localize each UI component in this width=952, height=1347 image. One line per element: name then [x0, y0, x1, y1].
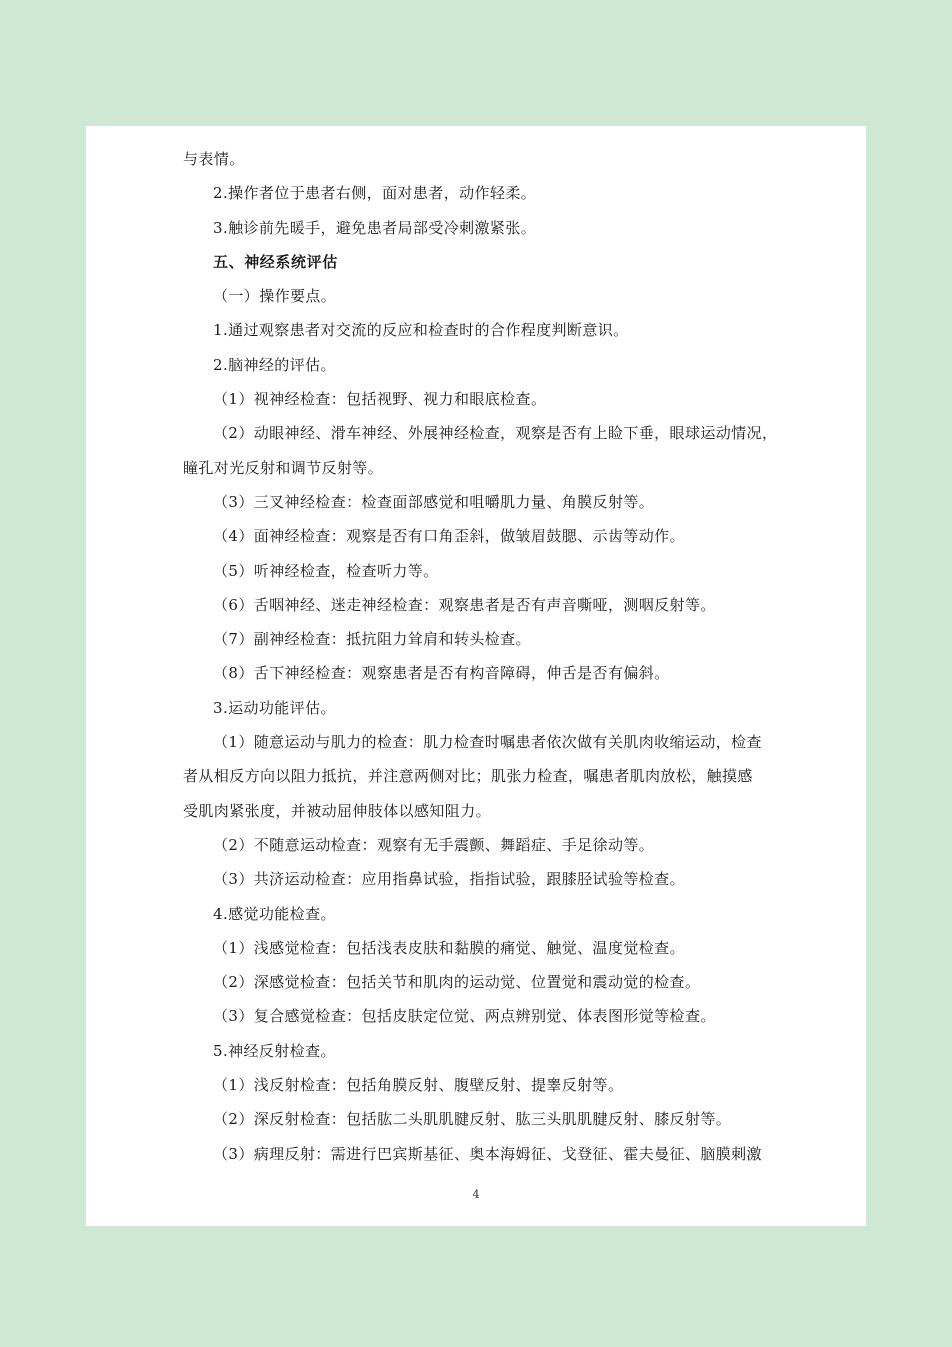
text-line: 4.感觉功能检查。 [213, 904, 336, 923]
text-line: 1.通过观察患者对交流的反应和检查时的合作程度判断意识。 [213, 321, 629, 340]
text-line: 2.操作者位于患者右侧，面对患者，动作轻柔。 [213, 184, 537, 203]
document-page [86, 126, 866, 1226]
text-line: （6）舌咽神经、迷走神经检查：观察患者是否有声音嘶哑，测咽反射等。 [213, 595, 716, 614]
text-line: （1）视神经检查：包括视野、视力和眼底检查。 [213, 390, 547, 409]
subsection-heading: （一）操作要点。 [213, 287, 337, 306]
text-line: （2）动眼神经、滑车神经、外展神经检查，观察是否有上睑下垂，眼球运动情况， [213, 424, 778, 443]
text-line: 3.运动功能评估。 [213, 698, 336, 717]
text-line: 瞳孔对光反射和调节反射等。 [183, 458, 384, 477]
text-line: 5.神经反射检查。 [213, 1041, 336, 1060]
text-line: （3）三叉神经检查：检查面部感觉和咀嚼肌力量、角膜反射等。 [213, 492, 655, 511]
text-line: （1）浅感觉检查：包括浅表皮肤和黏膜的痛觉、触觉、温度觉检查。 [213, 938, 685, 957]
text-line: （3）共济运动检查：应用指鼻试验，指指试验，跟膝胫试验等检查。 [213, 870, 685, 889]
text-line: （4）面神经检查：观察是否有口角歪斜，做皱眉鼓腮、示齿等动作。 [213, 527, 685, 546]
text-line: （1）随意运动与肌力的检查：肌力检查时嘱患者依次做有关肌肉收缩运动，检查 [213, 733, 762, 752]
text-line: （3）复合感觉检查：包括皮肤定位觉、两点辨别觉、体表图形觉等检查。 [213, 1007, 716, 1026]
text-line: （2）深感觉检查：包括关节和肌肉的运动觉、位置觉和震动觉的检查。 [213, 973, 701, 992]
text-line: 受肌肉紧张度，并被动屈伸肢体以感知阻力。 [183, 801, 492, 820]
text-line: （8）舌下神经检查：观察患者是否有构音障碍，伸舌是否有偏斜。 [213, 664, 670, 683]
page-content [183, 142, 777, 1171]
text-line: （1）浅反射检查：包括角膜反射、腹壁反射、提睾反射等。 [213, 1076, 624, 1095]
text-line: 3.触诊前先暖手，避免患者局部受冷刺激紧张。 [213, 218, 537, 237]
text-line: 2.脑神经的评估。 [213, 355, 336, 374]
text-line: 与表情。 [183, 150, 245, 168]
page-number: 4 [472, 1188, 480, 1201]
text-line: （2）不随意运动检查：观察有无手震颤、舞蹈症、手足徐动等。 [213, 835, 655, 854]
section-heading: 五、神经系统评估 [213, 252, 338, 271]
text-line: （2）深反射检查：包括肱二头肌肌腱反射、肱三头肌肌腱反射、膝反射等。 [213, 1110, 732, 1129]
text-line: （3）病理反射：需进行巴宾斯基征、奥本海姆征、戈登征、霍夫曼征、脑膜刺激 [213, 1144, 762, 1163]
text-line: （5）听神经检查，检查听力等。 [213, 561, 439, 580]
text-line: （7）副神经检查：抵抗阻力耸肩和转头检查。 [213, 630, 531, 649]
text-line: 者从相反方向以阻力抵抗，并注意两侧对比；肌张力检查，嘱患者肌肉放松，触摸感 [183, 767, 753, 786]
